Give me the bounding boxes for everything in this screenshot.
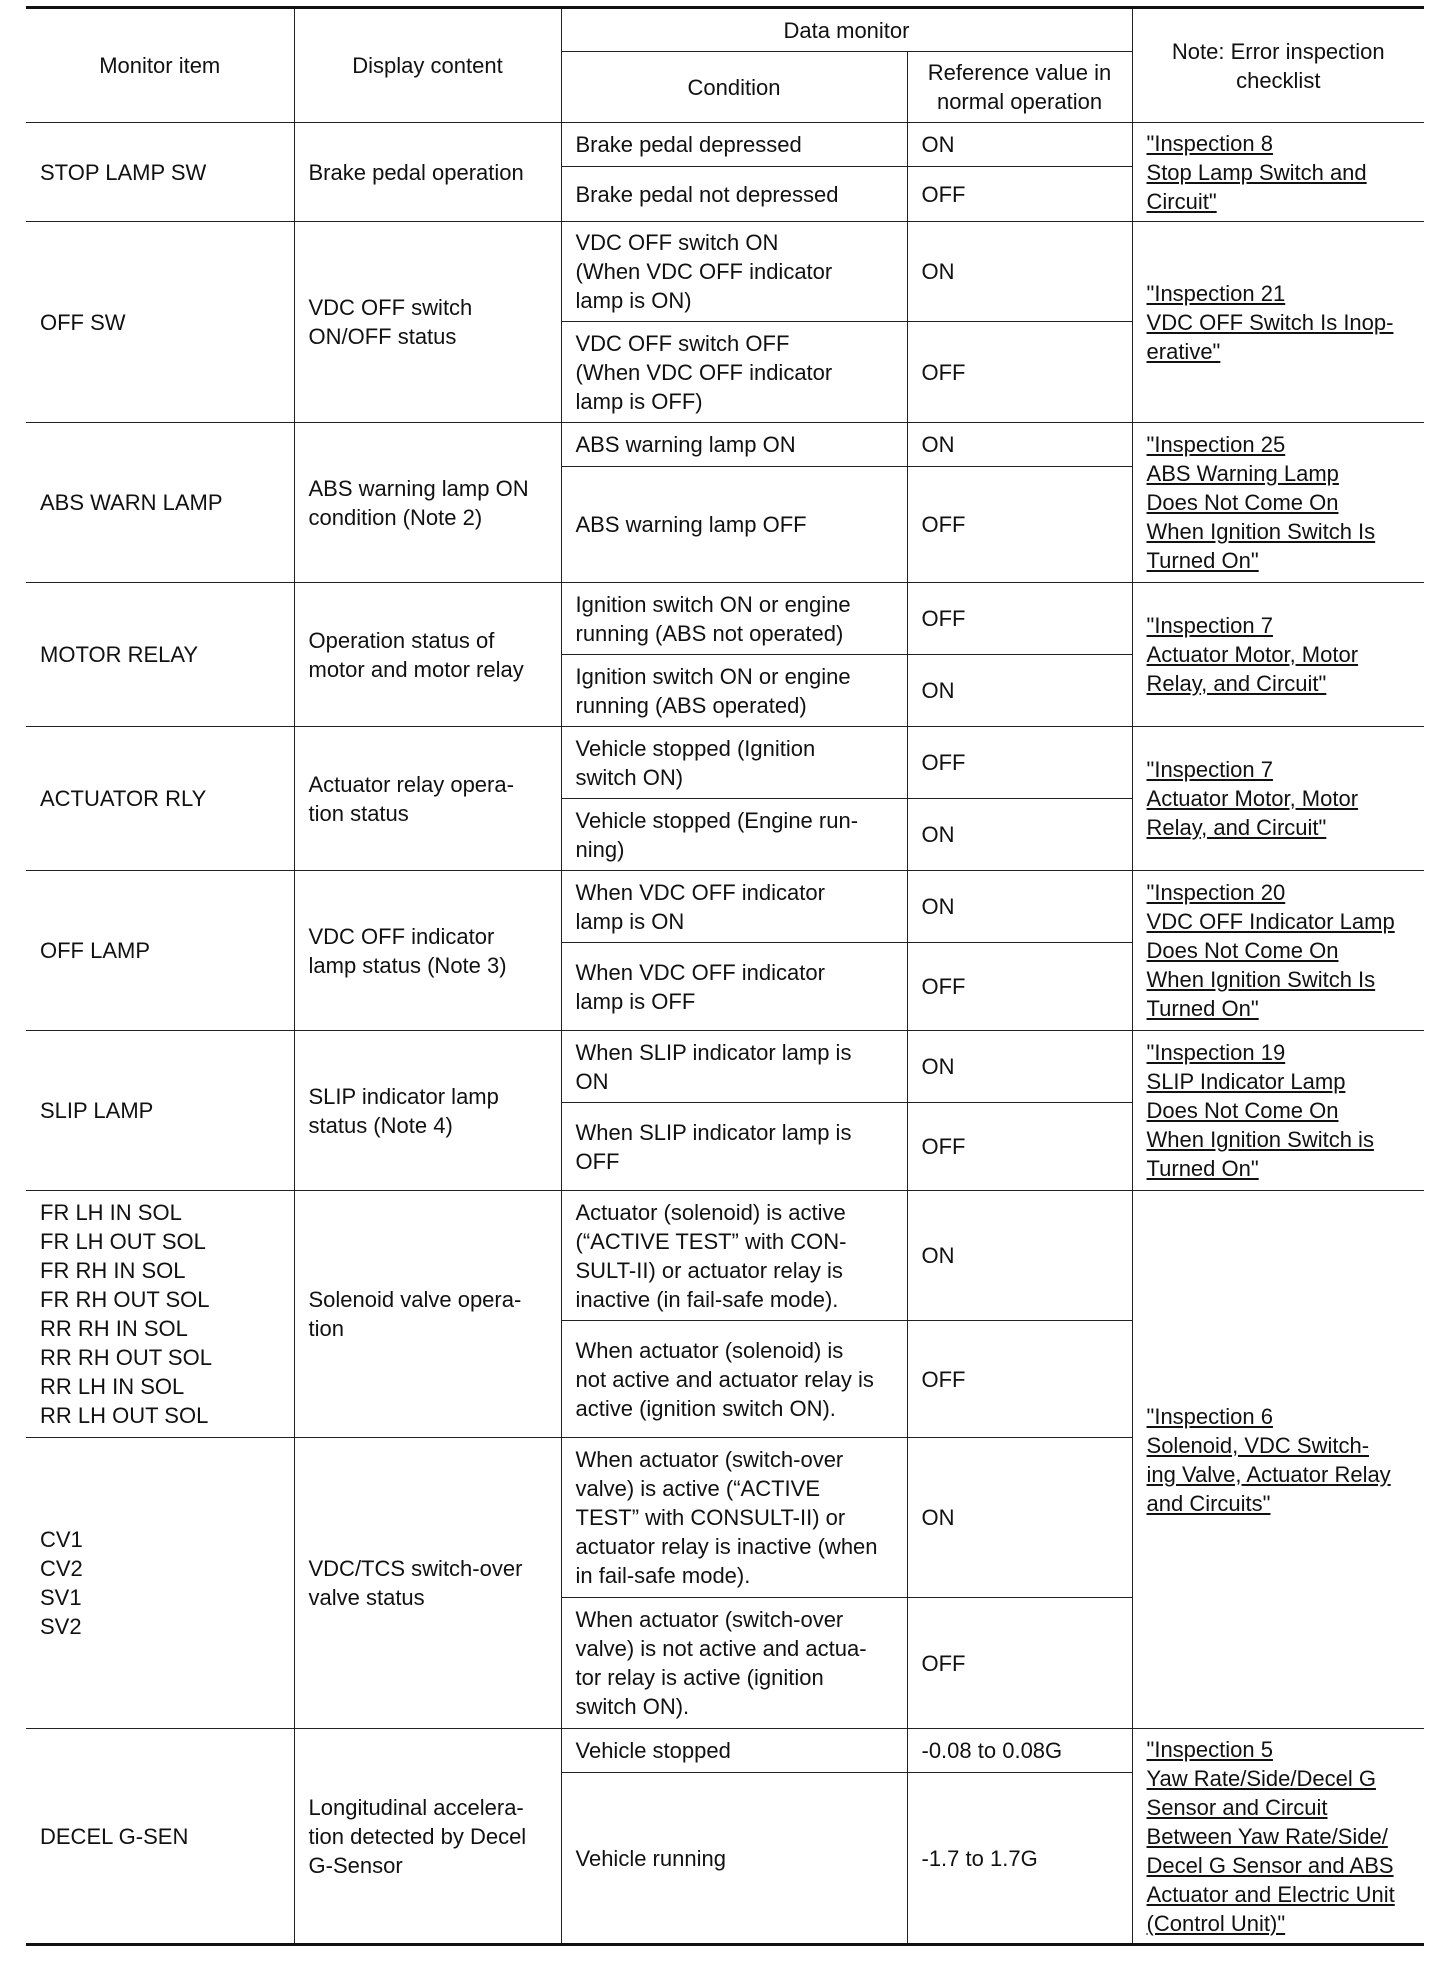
reference-value: -1.7 to 1.7G [907,1773,1132,1945]
reference-value: ON [907,222,1132,322]
header-reference-value: Reference value in normal operation [907,52,1132,123]
reference-value: ON [907,1191,1132,1321]
display-content: VDC OFF switch ON/OFF status [294,222,561,423]
monitor-item: OFF LAMP [26,871,294,1031]
display-content: Solenoid valve opera- tion [294,1191,561,1438]
monitor-item: ACTUATOR RLY [26,727,294,871]
monitor-item: STOP LAMP SW [26,123,294,222]
reference-value: OFF [907,943,1132,1031]
condition: When actuator (solenoid) is not active and actuator relay is active (ignition switch ON). [561,1321,907,1438]
monitor-item: ABS WARN LAMP [26,423,294,583]
monitor-item: SLIP LAMP [26,1031,294,1191]
inspection-link[interactable]: "Inspection 19 SLIP Indicator Lamp Does Not Come On When Ignition Switch is Turned On" [1132,1031,1424,1191]
monitor-item: MOTOR RELAY [26,583,294,727]
condition: ABS warning lamp ON [561,423,907,467]
monitor-item: DECEL G-SEN [26,1729,294,1945]
header-condition: Condition [561,52,907,123]
reference-value: OFF [907,583,1132,655]
header-note: Note: Error inspection checklist [1132,8,1424,123]
inspection-link[interactable]: "Inspection 6 Solenoid, VDC Switch- ing Valve, Actuator Relay and Circuits" [1132,1191,1424,1729]
condition: VDC OFF switch OFF (When VDC OFF indicator lamp is OFF) [561,322,907,423]
reference-value: ON [907,123,1132,167]
condition: When VDC OFF indicator lamp is ON [561,871,907,943]
reference-value: OFF [907,467,1132,583]
inspection-link[interactable]: "Inspection 7 Actuator Motor, Motor Relay, and Circuit" [1132,583,1424,727]
table-row [26,222,1424,322]
display-content: Actuator relay opera- tion status [294,727,561,871]
condition: When SLIP indicator lamp is OFF [561,1103,907,1191]
table-row [26,1729,1424,1773]
reference-value: ON [907,799,1132,871]
reference-value: OFF [907,1103,1132,1191]
header-data-monitor: Data monitor [561,8,1132,52]
condition: When SLIP indicator lamp is ON [561,1031,907,1103]
condition: Brake pedal not depressed [561,167,907,222]
table-row [26,1031,1424,1103]
inspection-link[interactable]: "Inspection 7 Actuator Motor, Motor Relay, and Circuit" [1132,727,1424,871]
reference-value: OFF [907,322,1132,423]
condition: Brake pedal depressed [561,123,907,167]
condition: Ignition switch ON or engine running (ABS not operated) [561,583,907,655]
display-content: ABS warning lamp ON condition (Note 2) [294,423,561,583]
header-monitor-item: Monitor item [26,8,294,123]
condition: VDC OFF switch ON (When VDC OFF indicator lamp is ON) [561,222,907,322]
reference-value: OFF [907,1598,1132,1729]
condition: Vehicle stopped (Ignition switch ON) [561,727,907,799]
reference-value: ON [907,1031,1132,1103]
table-row [26,1191,1424,1321]
inspection-link[interactable]: "Inspection 5 Yaw Rate/Side/Decel G Sensor and Circuit Between Yaw Rate/Side/ Decel G Sensor and ABS Actuator and Electric Unit (Control Unit)" [1132,1729,1424,1945]
table-row [26,123,1424,167]
inspection-link[interactable]: "Inspection 21 VDC OFF Switch Is Inop- erative" [1132,222,1424,423]
monitor-item: FR LH IN SOL FR LH OUT SOL FR RH IN SOL FR RH OUT SOL RR RH IN SOL RR RH OUT SOL RR LH IN SOL RR LH OUT SOL [26,1191,294,1438]
display-content: Brake pedal operation [294,123,561,222]
display-content: SLIP indicator lamp status (Note 4) [294,1031,561,1191]
condition: ABS warning lamp OFF [561,467,907,583]
reference-value: ON [907,871,1132,943]
reference-value: ON [907,655,1132,727]
reference-value: -0.08 to 0.08G [907,1729,1132,1773]
condition: Vehicle stopped [561,1729,907,1773]
monitor-item: CV1 CV2 SV1 SV2 [26,1438,294,1729]
monitor-item: OFF SW [26,222,294,423]
data-monitor-table [26,6,1424,1946]
reference-value: OFF [907,1321,1132,1438]
condition: When actuator (switch-over valve) is active (“ACTIVE TEST” with CONSULT-II) or actuator relay is inactive (when in fail-safe mode). [561,1438,907,1598]
reference-value: ON [907,423,1132,467]
reference-value: ON [907,1438,1132,1598]
table-row [26,727,1424,799]
display-content: Operation status of motor and motor relay [294,583,561,727]
inspection-link[interactable]: "Inspection 20 VDC OFF Indicator Lamp Does Not Come On When Ignition Switch Is Turned On" [1132,871,1424,1031]
condition: When VDC OFF indicator lamp is OFF [561,943,907,1031]
inspection-link[interactable]: "Inspection 8 Stop Lamp Switch and Circuit" [1132,123,1424,222]
header-display-content: Display content [294,8,561,123]
table-row [26,871,1424,943]
reference-value: OFF [907,167,1132,222]
condition: When actuator (switch-over valve) is not active and actua- tor relay is active (ignition switch ON). [561,1598,907,1729]
condition: Actuator (solenoid) is active (“ACTIVE TEST” with CON- SULT-II) or actuator relay is inactive (in fail-safe mode). [561,1191,907,1321]
display-content: VDC/TCS switch-over valve status [294,1438,561,1729]
table-row [26,583,1424,655]
display-content: VDC OFF indicator lamp status (Note 3) [294,871,561,1031]
document-page [26,6,1424,1946]
reference-value: OFF [907,727,1132,799]
inspection-link[interactable]: "Inspection 25 ABS Warning Lamp Does Not Come On When Ignition Switch Is Turned On" [1132,423,1424,583]
condition: Ignition switch ON or engine running (ABS operated) [561,655,907,727]
condition: Vehicle stopped (Engine run- ning) [561,799,907,871]
table-row [26,423,1424,467]
display-content: Longitudinal accelera- tion detected by Decel G-Sensor [294,1729,561,1945]
condition: Vehicle running [561,1773,907,1945]
